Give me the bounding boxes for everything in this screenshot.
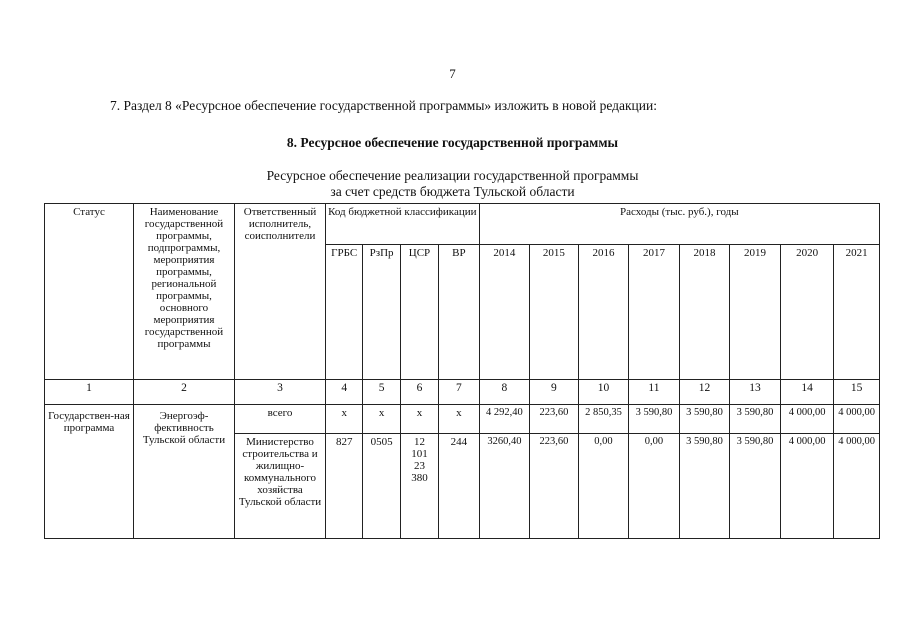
ministry-value: 0,00 xyxy=(578,434,629,539)
header-year: 2016 xyxy=(578,245,629,380)
ministry-value: 3 590,80 xyxy=(730,434,781,539)
total-value: 2 850,35 xyxy=(578,405,629,434)
total-value: 3 590,80 xyxy=(730,405,781,434)
ministry-grbs: 827 xyxy=(326,434,363,539)
column-number: 10 xyxy=(578,380,629,405)
column-number: 11 xyxy=(629,380,680,405)
column-number: 13 xyxy=(730,380,781,405)
total-rzpr: х xyxy=(363,405,400,434)
header-year: 2021 xyxy=(834,245,880,380)
total-value: 3 590,80 xyxy=(679,405,730,434)
section-heading: 8. Ресурсное обеспечение государственной программы xyxy=(286,135,619,150)
total-csr: х xyxy=(400,405,438,434)
column-number: 3 xyxy=(235,380,326,405)
header-year: 2018 xyxy=(679,245,730,380)
total-value: 3 590,80 xyxy=(629,405,680,434)
header-year: 2015 xyxy=(530,245,579,380)
header-code-group: Код бюджетной классификации xyxy=(326,204,480,245)
column-number: 7 xyxy=(439,380,479,405)
ministry-value: 223,60 xyxy=(530,434,579,539)
subtitle-line-2: за счет средств бюджета Тульской области xyxy=(330,184,575,199)
subtitle-line-1: Ресурсное обеспечение реализации государственной программы xyxy=(266,168,639,183)
ministry-value: 4 000,00 xyxy=(834,434,880,539)
ministry-value: 3 590,80 xyxy=(679,434,730,539)
column-number-row xyxy=(45,380,880,405)
table-row-total xyxy=(45,405,880,434)
row-program-name: Энергоэф-фективность Тульской области xyxy=(133,405,234,539)
column-number: 8 xyxy=(479,380,530,405)
ministry-csr: 12 101 23 380 xyxy=(400,434,438,539)
ministry-executor: Министерство строительства и жилищно-коммунального хозяйства Тульской области xyxy=(235,434,326,539)
header-year: 2017 xyxy=(629,245,680,380)
total-grbs: х xyxy=(326,405,363,434)
header-row-1 xyxy=(45,204,880,245)
total-value: 4 000,00 xyxy=(780,405,834,434)
column-number: 9 xyxy=(530,380,579,405)
budget-table xyxy=(44,203,880,539)
ministry-value: 4 000,00 xyxy=(780,434,834,539)
column-number: 1 xyxy=(45,380,134,405)
header-code-csr: ЦСР xyxy=(400,245,438,380)
header-year: 2014 xyxy=(479,245,530,380)
total-vr: х xyxy=(439,405,479,434)
total-value: 4 292,40 xyxy=(479,405,530,434)
header-code-grbs: ГРБС xyxy=(326,245,363,380)
ministry-rzpr: 0505 xyxy=(363,434,400,539)
total-executor: всего xyxy=(235,405,326,434)
header-year: 2019 xyxy=(730,245,781,380)
column-number: 4 xyxy=(326,380,363,405)
page-number: 7 xyxy=(449,66,456,81)
column-number: 5 xyxy=(363,380,400,405)
column-number: 12 xyxy=(679,380,730,405)
column-number: 6 xyxy=(400,380,438,405)
ministry-value: 0,00 xyxy=(629,434,680,539)
row-status: Государствен-ная программа xyxy=(45,405,134,539)
total-value: 223,60 xyxy=(530,405,579,434)
header-code-rzpr: РзПр xyxy=(363,245,400,380)
header-code-vr: ВР xyxy=(439,245,479,380)
ministry-value: 3260,40 xyxy=(479,434,530,539)
header-status: Статус xyxy=(45,204,134,380)
total-value: 4 000,00 xyxy=(834,405,880,434)
ministry-vr: 244 xyxy=(439,434,479,539)
header-name: Наименование государственной программы, подпрограммы, мероприятия программы, региональной программы, основного мероприятия государственной программы xyxy=(133,204,234,380)
header-expenses-group: Расходы (тыс. руб.), годы xyxy=(479,204,879,245)
table-subtitle xyxy=(0,168,905,200)
intro-text: 7. Раздел 8 «Ресурсное обеспечение государственной программы» изложить в новой редакции: xyxy=(110,98,657,113)
column-number: 14 xyxy=(780,380,834,405)
column-number: 15 xyxy=(834,380,880,405)
column-number: 2 xyxy=(133,380,234,405)
header-year: 2020 xyxy=(780,245,834,380)
header-executor: Ответственный исполнитель, соисполнители xyxy=(235,204,326,380)
